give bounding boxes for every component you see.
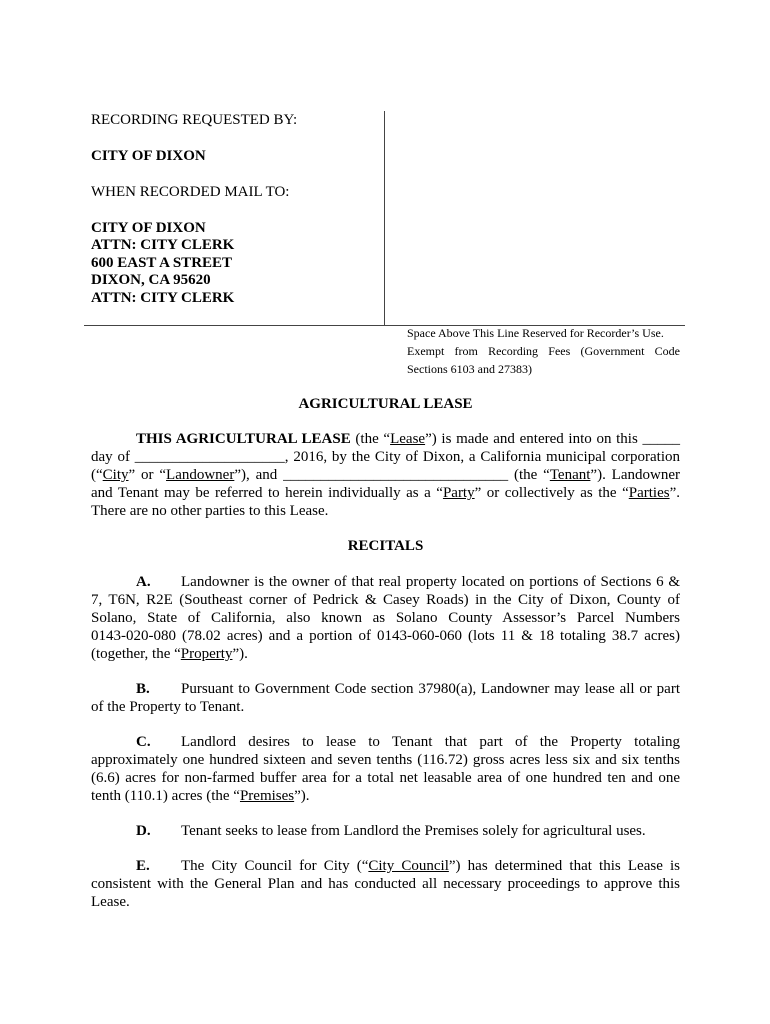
defined-term: Premises <box>239 788 295 804</box>
lease-name: THIS AGRICULTURAL LEASE <box>136 431 351 447</box>
mail-to-address-line: CITY OF DIXON <box>91 220 206 236</box>
recital-label: A. <box>136 574 151 590</box>
defined-term: Tenant <box>549 467 591 483</box>
recital-line: 0143-020-080 (78.02 acres) and a portion of 0143-060-060 (lots 11 & 18 totaling 38.7 acres) <box>91 628 680 644</box>
recital-label: D. <box>136 823 151 839</box>
intro-text: and Tenant may be referred to herein individually as a “ <box>91 485 443 501</box>
recorder-note-line: Exempt from Recording Fees (Government Code <box>407 344 680 358</box>
intro-text: ”. <box>669 485 680 501</box>
recital-text: ”). <box>232 646 248 662</box>
recital-text: Landlord desires to lease to Tenant that part of the Property totaling <box>181 734 680 750</box>
recital-line: 7, T6N, R2E (Southeast corner of Pedrick & Casey Roads) in the City of Dixon, County of <box>91 592 680 608</box>
recital-line: (6.6) acres for non-farmed buffer area for a total net leasable area of one hundred ten and one <box>91 770 680 786</box>
intro-text: ” or “ <box>128 467 167 483</box>
recorder-note <box>407 324 680 378</box>
recital-text: Tenant seeks to lease from Landlord the Premises solely for agricultural uses. <box>181 823 646 839</box>
defined-term: Lease <box>390 431 426 447</box>
intro-text: ”) is made and entered into on this _____ <box>425 431 680 447</box>
intro-text: (“ <box>91 467 103 483</box>
intro-line: day of ____________________, 2016, by the City of Dixon, a California municipal corporation <box>91 449 680 465</box>
recital-b <box>91 680 680 716</box>
intro-paragraph <box>91 430 680 520</box>
recital-text: ”). <box>294 788 310 804</box>
recital-text: The City Council for City (“ <box>181 858 369 874</box>
recitals-heading: RECITALS <box>347 538 424 554</box>
intro-line: There are no other parties to this Lease. <box>91 503 329 519</box>
defined-term: Party <box>442 485 475 501</box>
recording-box-vertical-rule <box>384 111 385 326</box>
recital-text: Pursuant to Government Code section 37980(a), Landowner may lease all or part <box>181 681 680 697</box>
recorder-note-line: Sections 6103 and 27383) <box>407 362 532 376</box>
recital-d <box>91 822 680 840</box>
recital-label: C. <box>136 734 151 750</box>
intro-text: ” or collectively as the “ <box>474 485 629 501</box>
recording-requested-label: RECORDING REQUESTED BY: <box>91 112 298 128</box>
recorder-note-line: Space Above This Line Reserved for Recorder’s Use. <box>407 326 664 340</box>
mail-to-address-line: ATTN: CITY CLERK <box>91 290 235 306</box>
recital-text: tenth (110.1) acres (the “ <box>91 788 240 804</box>
mail-to-address-line: 600 EAST A STREET <box>91 255 233 271</box>
defined-term: Property <box>180 646 233 662</box>
recital-label: E. <box>136 858 150 874</box>
recital-e <box>91 857 680 911</box>
recital-label: B. <box>136 681 150 697</box>
intro-text: ”), and ______________________________ (the “ <box>234 467 550 483</box>
recital-line: approximately one hundred sixteen and seven tenths (116.72) gross acres less six and six tenths <box>91 752 680 768</box>
recital-line: consistent with the General Plan and has conducted all necessary proceedings to approve this <box>91 876 680 892</box>
recital-line: Solano, State of California, also known as Solano County Assessor’s Parcel Numbers <box>91 610 680 626</box>
defined-term: City Council <box>368 858 449 874</box>
recital-text: Landowner is the owner of that real property located on portions of Sections 6 & <box>181 574 680 590</box>
defined-term: City <box>102 467 129 483</box>
document-title: AGRICULTURAL LEASE <box>298 396 473 412</box>
intro-text: ”). Landowner <box>590 467 680 483</box>
mail-to-label: WHEN RECORDED MAIL TO: <box>91 184 290 200</box>
recital-text: (together, the “ <box>91 646 181 662</box>
recital-line: Lease. <box>91 894 130 910</box>
recital-text: ”) has determined that this Lease is <box>448 858 680 874</box>
defined-term: Parties <box>628 485 670 501</box>
recital-a <box>91 573 680 663</box>
recital-c <box>91 733 680 805</box>
defined-term: Landowner <box>166 467 235 483</box>
intro-text: (the “ <box>350 431 391 447</box>
recital-line: of the Property to Tenant. <box>91 699 245 715</box>
recording-requested-name: CITY OF DIXON <box>91 148 206 164</box>
mail-to-address-line: DIXON, CA 95620 <box>91 272 211 288</box>
mail-to-address-line: ATTN: CITY CLERK <box>91 237 235 253</box>
